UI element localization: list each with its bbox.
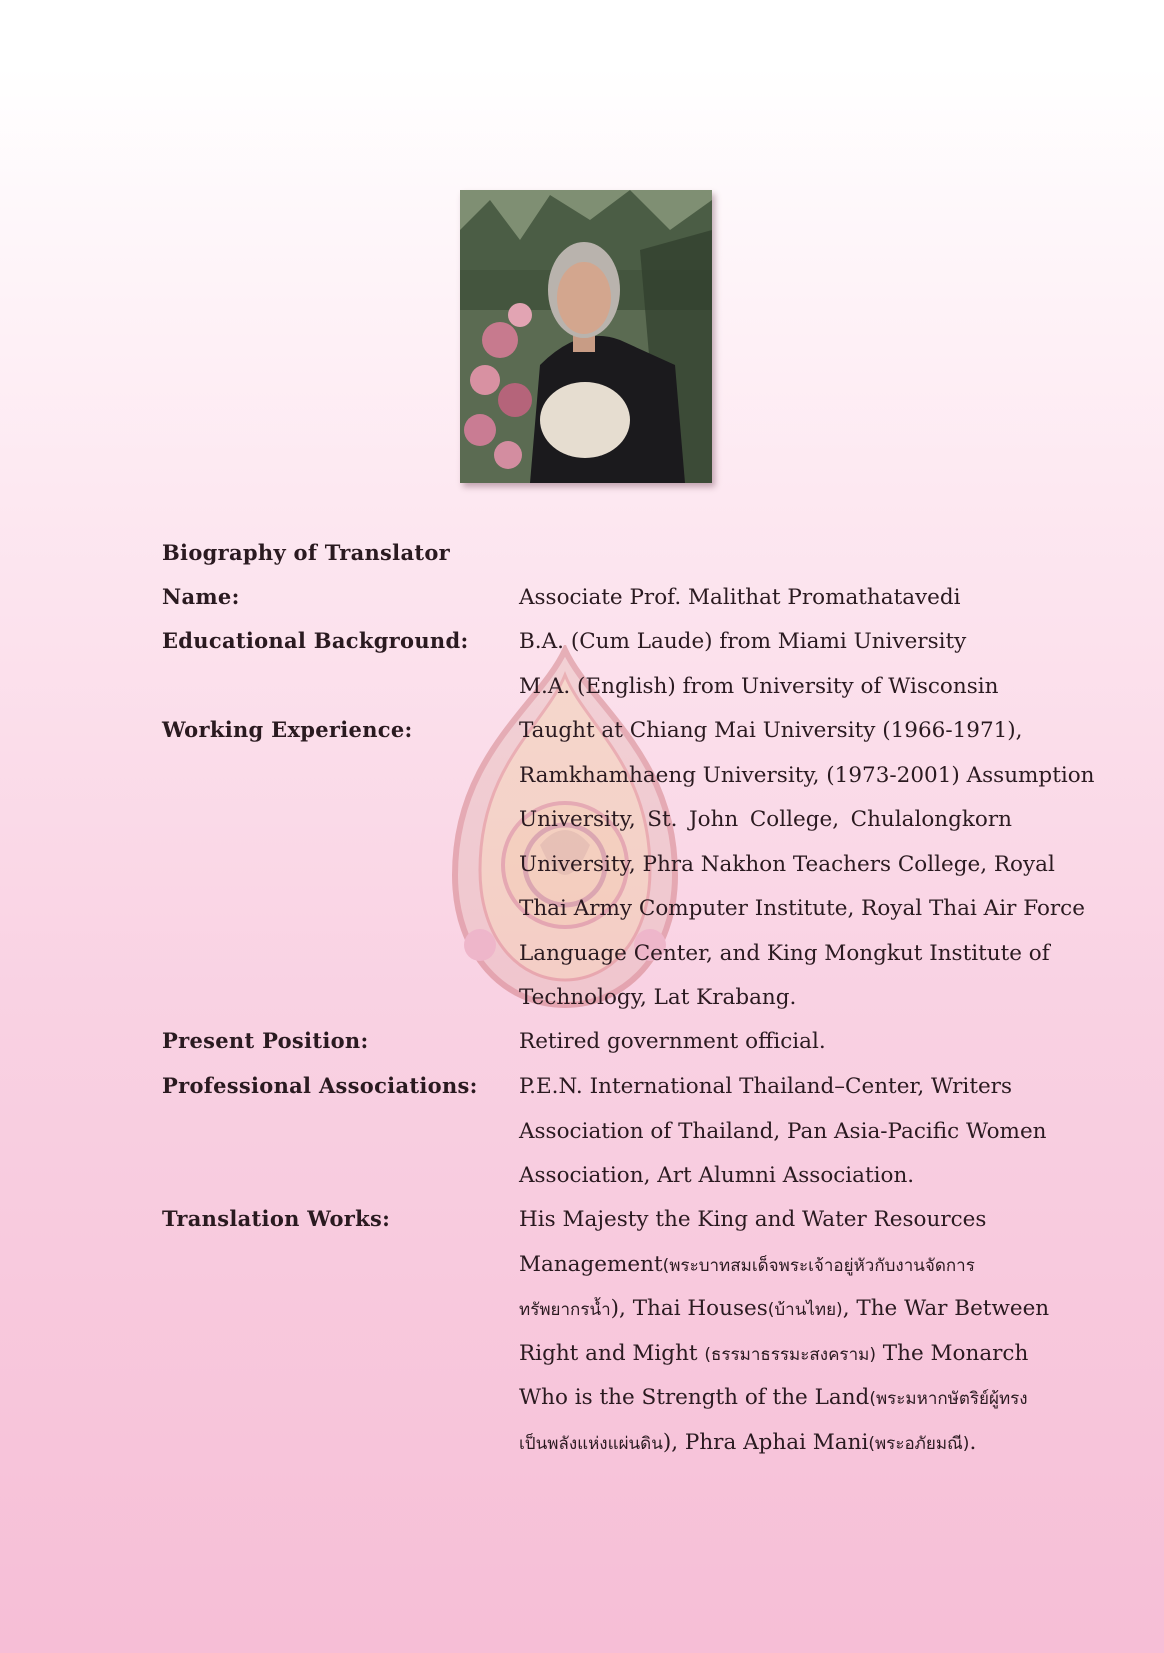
translations-label: Translation Works: [162, 1206, 391, 1231]
position-value: Retired government official. [519, 1029, 826, 1054]
translations-text: . [969, 1429, 977, 1455]
work-line: Language Center, and King Mongkut Institute of [519, 940, 1050, 966]
translations-thai-text: เป็นพลังแห่งแผ่นดิน [519, 1433, 663, 1454]
translations-line [519, 1421, 1012, 1466]
translations-thai-text: (พระมหากษัตริย์ผู้ทรง [869, 1389, 1028, 1409]
translations-line [519, 1287, 1050, 1332]
position-label: Present Position: [162, 1028, 369, 1053]
work-line: Thai Army Computer Institute, Royal Thai Air Force [519, 896, 1085, 921]
translations-line [519, 1332, 1029, 1377]
work-line: Technology, Lat Krabang. [519, 985, 797, 1010]
translations-line [519, 1243, 1012, 1288]
translations-text: , The War Between [842, 1296, 1050, 1321]
education-line: B.A. (Cum Laude) from Miami University [519, 629, 967, 654]
translator-photo [460, 190, 712, 483]
translations-value [519, 1198, 1050, 1465]
associations-line: P.E.N. International Thailand–Center, Writers [519, 1074, 1012, 1099]
education-line: M.A. (English) from University of Wisconsin [519, 673, 999, 699]
translations-text: The Monarch [875, 1340, 1029, 1366]
associations-value [519, 1065, 1047, 1199]
translations-text: Management [519, 1251, 663, 1277]
translations-text: Who is the Strength of the Land [519, 1385, 870, 1410]
page-title: Biography of Translator [162, 540, 451, 565]
work-label: Working Experience: [162, 717, 413, 742]
work-line: Ramkhamhaeng University, (1973-2001) Assumption [519, 762, 1095, 788]
translations-thai-text: (บ้านไทย) [767, 1300, 843, 1320]
associations-label: Professional Associations: [162, 1073, 478, 1098]
translations-line [519, 1198, 1012, 1243]
work-line: University, Phra Nakhon Teachers College, Royal [519, 851, 1055, 877]
work-line: University, St. John College, Chulalongkorn [519, 807, 1012, 832]
translations-thai-text: (พระอภัยมณี) [868, 1433, 970, 1454]
translations-line [519, 1376, 1028, 1421]
work-line: Taught at Chiang Mai University (1966-1971), [519, 718, 1023, 743]
name-value: Associate Prof. Malithat Promathatavedi [519, 585, 961, 610]
work-value [519, 709, 1095, 1021]
translations-text: His Majesty the King and Water Resources [519, 1207, 987, 1232]
name-label: Name: [162, 584, 240, 609]
associations-line: Association, Art Alumni Association. [519, 1163, 915, 1188]
education-value [519, 620, 1012, 709]
translations-thai-text: (ธรรมาธรรมะสงคราม) [704, 1344, 876, 1365]
translations-text: ), Phra Aphai Mani [662, 1429, 869, 1455]
translations-thai-text: ทรัพยากรน้ำ [519, 1300, 611, 1320]
associations-line: Association of Thailand, Pan Asia-Pacific Women [519, 1118, 1047, 1144]
translations-thai-text: (พระบาทสมเด็จพระเจ้าอยู่หัวกับงานจัดการ [662, 1255, 975, 1276]
translations-text: Right and Might [519, 1340, 705, 1366]
education-label: Educational Background: [162, 628, 469, 653]
translations-text: ), Thai Houses [610, 1296, 768, 1321]
